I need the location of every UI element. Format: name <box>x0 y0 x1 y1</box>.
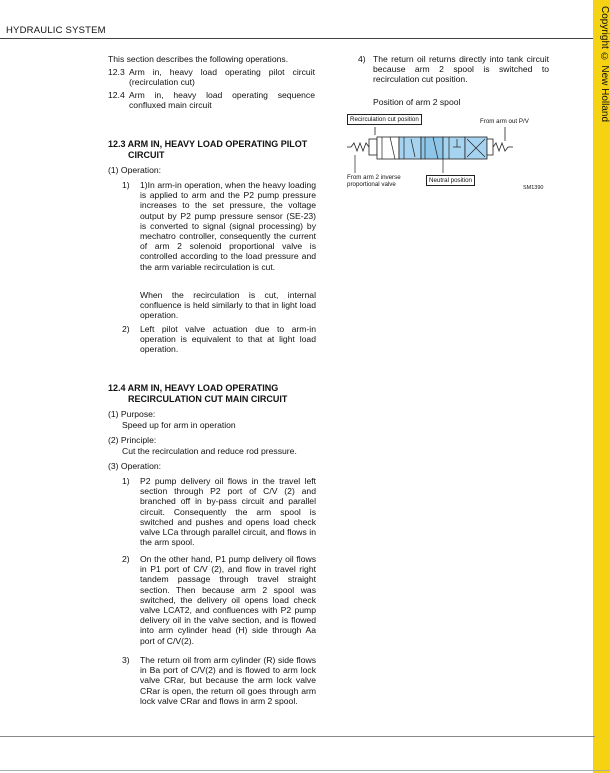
intro-item-num: 12.3 <box>108 67 125 77</box>
neutral-position-label: Neutral position <box>426 175 475 186</box>
purpose-label: (1) Purpose: <box>108 409 156 419</box>
section-12-4-title: 12.4 ARM IN, HEAVY LOAD OPERATING <box>108 383 279 393</box>
list-item-text: On the other hand, P1 pump delivery oil flows in P1 port of C/V (2), and flow in travel right tandem passage through travel straight section. Then because arm 2 spool was switched, the delivery oil opens load check valve LCAT2, and confluences with P2 pump delivery oil in the valve section, and is flowed into arm cylinder head (H) side through Aa port of C/V(2). <box>140 554 316 646</box>
operation-label: (1) Operation: <box>108 165 162 175</box>
list-item-text: Left pilot valve actuation due to arm-in operation is equivalent to that at light load operation. <box>140 324 316 355</box>
purpose-text: Speed up for arm in operation <box>122 420 236 430</box>
principle-text: Cut the recirculation and reduce rod pressure. <box>122 446 297 456</box>
list-num: 2) <box>122 554 130 564</box>
list-item-text-cont: When the recirculation is cut, internal confluence is held similarly to that in light load operation. <box>140 290 316 321</box>
from-arm-out-label: From arm out P/V <box>480 118 529 125</box>
from-arm2-label-line2: proportional valve <box>347 181 396 188</box>
header-rule <box>0 38 595 39</box>
figure-ref: SM1390 <box>523 185 544 191</box>
list-num: 4) <box>358 54 366 64</box>
page-bottom-rule <box>0 770 610 771</box>
diagram-caption: Position of arm 2 spool <box>373 97 461 107</box>
intro-item-text: Arm in, heavy load operating pilot circuit (recirculation cut) <box>129 67 315 88</box>
footer-rule <box>0 736 595 737</box>
section-12-3-title-cont: CIRCUIT <box>128 150 165 160</box>
intro-item-num: 12.4 <box>108 90 125 100</box>
from-arm2-label-line1: From arm 2 inverse <box>347 174 401 181</box>
list-num: 1) <box>122 476 130 486</box>
section-12-3-title: 12.3 ARM IN, HEAVY LOAD OPERATING PILOT <box>108 139 308 149</box>
principle-label: (2) Principle: <box>108 435 157 445</box>
list-num: 2) <box>122 324 130 334</box>
list-item-text: 1)In arm-in operation, when the heavy loading is applied to arm and the P2 pump pressure increases to the set pressure, the voltage output by P2 pump pressure sensor (SE-23) is converted to signal (signal processing) by mechatro controller, consequently the current of arm 2 solenoid proportional valve is controlled according to the load pressure and the arm variable recirculation is cut. <box>140 180 316 272</box>
list-num: 3) <box>122 655 130 665</box>
intro-lead: This section describes the following operations. <box>108 54 289 64</box>
copyright-text: Copyright © New Holland <box>599 6 610 123</box>
operation-label: (3) Operation: <box>108 461 162 471</box>
arm2-spool-diagram <box>345 125 515 175</box>
recirc-cut-label: Recirculation cut position <box>347 114 422 125</box>
list-item-text: The return oil returns directly into tank circuit because arm 2 spool is switched to recirculation cut position. <box>373 54 549 85</box>
list-item-text: P2 pump delivery oil flows in the travel left section through P2 port of C/V (2) and branched off in by-pass circuit and parallel circuit. Consequently the arm spool is switched and pushes and opens load check valve LCa through parallel circuit, and flows in the arm spool. <box>140 476 316 548</box>
list-num: 1) <box>122 180 130 190</box>
page-header-title: HYDRAULIC SYSTEM <box>6 25 106 36</box>
section-12-4-title-cont: RECIRCULATION CUT MAIN CIRCUIT <box>128 394 288 404</box>
intro-item-text: Arm in, heavy load operating sequence confluxed main circuit <box>129 90 315 111</box>
list-item-text: The return oil from arm cylinder (R) side flows in Ba port of C/V(2) and is flowed to arm lock valve CRar, but because the arm lock valve CRar is open, the return oil goes through arm lock valve CRar and flows in arm 2 spool. <box>140 655 316 706</box>
